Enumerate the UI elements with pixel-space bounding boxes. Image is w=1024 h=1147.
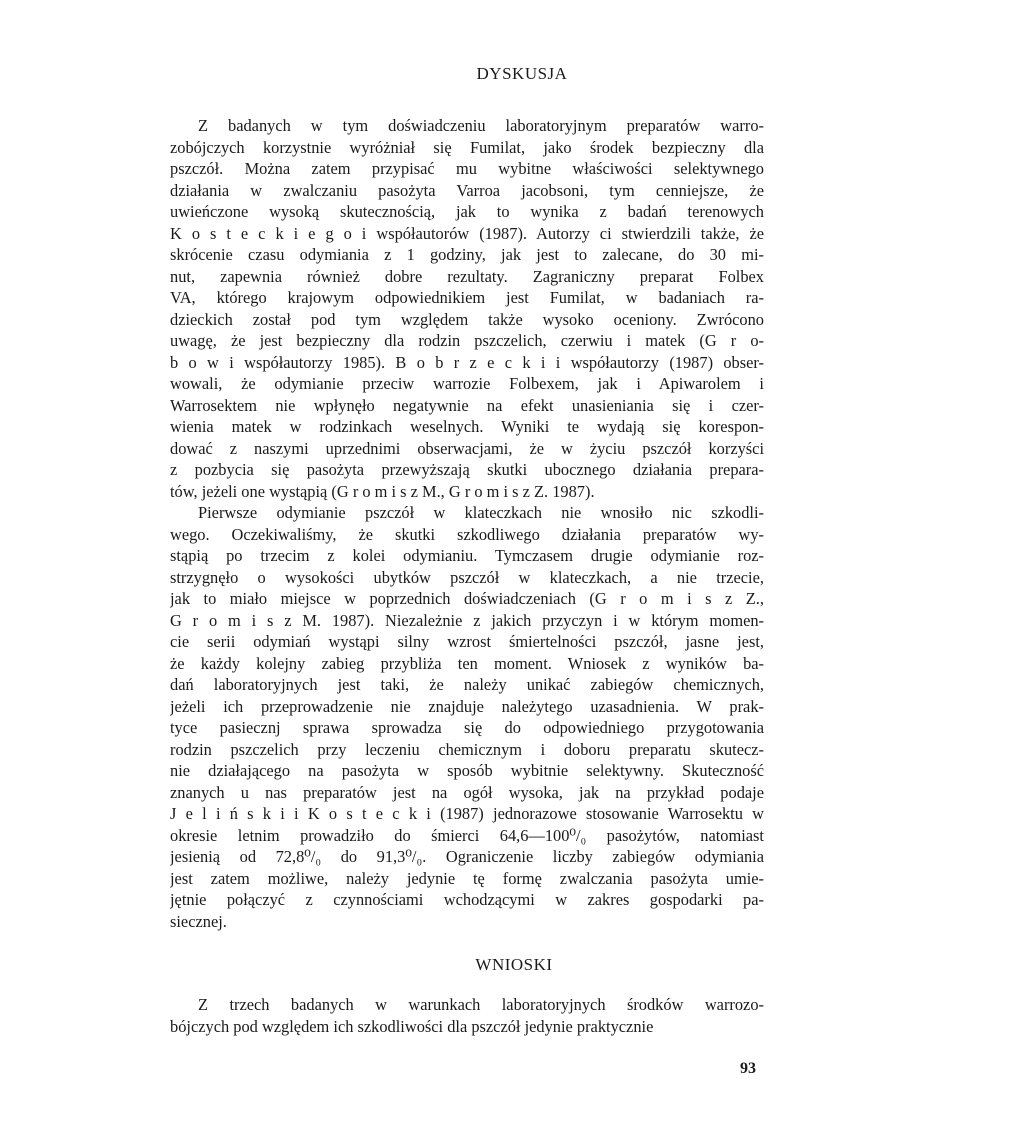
text-line: b o w i współautorzy 1985). B o b r z e c k i i współautorzy (1987) obser- [170,352,764,372]
text-line: rodzin pszczelich przy leczeniu chemicznym i doboru preparatu skutecz- [170,739,764,759]
text-line: wienia matek w rodzinkach weselnych. Wyniki te wydają się korespon- [170,417,764,436]
text-line: siecznej. [170,911,227,931]
text-line: z pozbycia się pasożyta przewyższają skutki ubocznego działania prepara- [170,460,764,479]
text-line: znanych u nas preparatów jest na ogół wysoka, jak na przykład podaje [170,782,764,802]
text-line: jętnie połączyć z czynnościami wchodzącymi w zakres gospodarki pa- [170,890,764,909]
text-line: J e l i ń s k i i K o s t e c k i (1987) jednorazowe stosowanie Warrosektu w [170,804,764,823]
text-line: okresie letnim prowadziło do śmierci 64,6—100⁰/₀ pasożytów, natomiast [170,825,764,845]
text-line: dzieckich został pod tym względem także wysoko oceniony. Zwrócono [170,309,764,329]
text-line: jest zatem możliwe, należy jedynie tę formę zwalczania pasożyta umie- [170,868,764,888]
page-number: 93 [740,1060,756,1077]
text-line: nut, zapewnia również dobre rezultaty. Zagraniczny preparat Folbex [170,266,764,286]
text-line: wego. Oczekiwaliśmy, że skutki szkodliwego działania preparatów wy- [170,524,764,544]
text-line: Warrosektem nie wpłynęło negatywnie na efekt unasieniania się i czer- [170,395,764,415]
text-line: dować z naszymi uprzednimi obserwacjami, że w życiu pszczół korzyści [170,438,764,458]
text-line: pszczół. Można zatem przypisać mu wybitne właściwości selektywnego [170,159,764,178]
text-line: tyce pasiecznj sprawa sprowadza się do odpowiedniego przygotowania [170,718,764,737]
conclusions-body [170,994,764,1037]
text-line: nie działającego na pasożyta w sposób wybitnie selektywny. Skuteczność [170,761,764,780]
text-line: Z badanych w tym doświadczeniu laboratoryjnym preparatów warro- [198,116,764,135]
text-line: jak to miało miejsce w poprzednich doświadczeniach (G r o m i s z Z., [170,589,764,608]
section-heading-conclusions: WNIOSKI [475,955,553,974]
text-line: Pierwsze odymianie pszczół w klateczkach nie wnosiło nic szkodli- [198,503,764,522]
text-line: Z trzech badanych w warunkach laboratoryjnych środków warrozo- [198,995,764,1014]
text-line: uwagę, że jest bezpieczny dla rodzin pszczelich, czerwiu i matek (G r o- [170,331,764,350]
text-line: skrócenie czasu odymiania z 1 godziny, jak jest to zalecane, do 30 mi- [170,245,764,264]
text-line: dań laboratoryjnych jest taki, że należy unikać zabiegów chemicznych, [170,675,764,694]
text-line: jesienią od 72,8⁰/₀ do 91,3⁰/₀. Ograniczenie liczby zabiegów odymiania [170,847,764,866]
text-line: stąpią po trzecim z kolei odymianiu. Tymczasem drugie odymianie roz- [170,546,764,565]
text-line: uwieńczone wysoką skutecznością, jak to wynika z badań terenowych [170,202,764,221]
text-line: VA, którego krajowym odpowiednikiem jest Fumilat, w badaniach ra- [170,288,764,307]
text-line: wowali, że odymianie przeciw warrozie Folbexem, jak i Apiwarolem i [170,374,764,393]
text-line: działania w zwalczaniu pasożyta Varroa jacobsoni, tym cenniejsze, że [170,180,764,200]
discussion-body [170,115,764,932]
text-line: bójczych pod względem ich szkodliwości dla pszczół jedynie praktycznie [170,1016,654,1036]
text-line: strzygnęło o wysokości ubytków pszczół w klateczkach, a nie trzecie, [170,567,764,587]
text-line: jeżeli ich przeprowadzenie nie znajduje należytego uzasadnienia. W prak- [170,696,764,716]
text-line: że każdy kolejny zabieg przybliża ten moment. Wniosek z wyników ba- [170,653,764,673]
text-line: zobójczych korzystnie wyróżniał się Fumilat, jako środek bezpieczny dla [170,137,764,157]
text-line: cie serii odymiań wystąpi silny wzrost śmiertelności pszczół, jasne jest, [170,632,764,651]
text-line: G r o m i s z M. 1987). Niezależnie z jakich przyczyn i w którym momen- [170,610,764,630]
section-heading-discussion: DYSKUSJA [476,64,568,83]
text-line: K o s t e c k i e g o i współautorów (1987). Autorzy ci stwierdzili także, że [170,223,764,243]
text-line: tów, jeżeli one wystąpią (G r o m i s z M., G r o m i s z Z. 1987). [170,481,595,501]
